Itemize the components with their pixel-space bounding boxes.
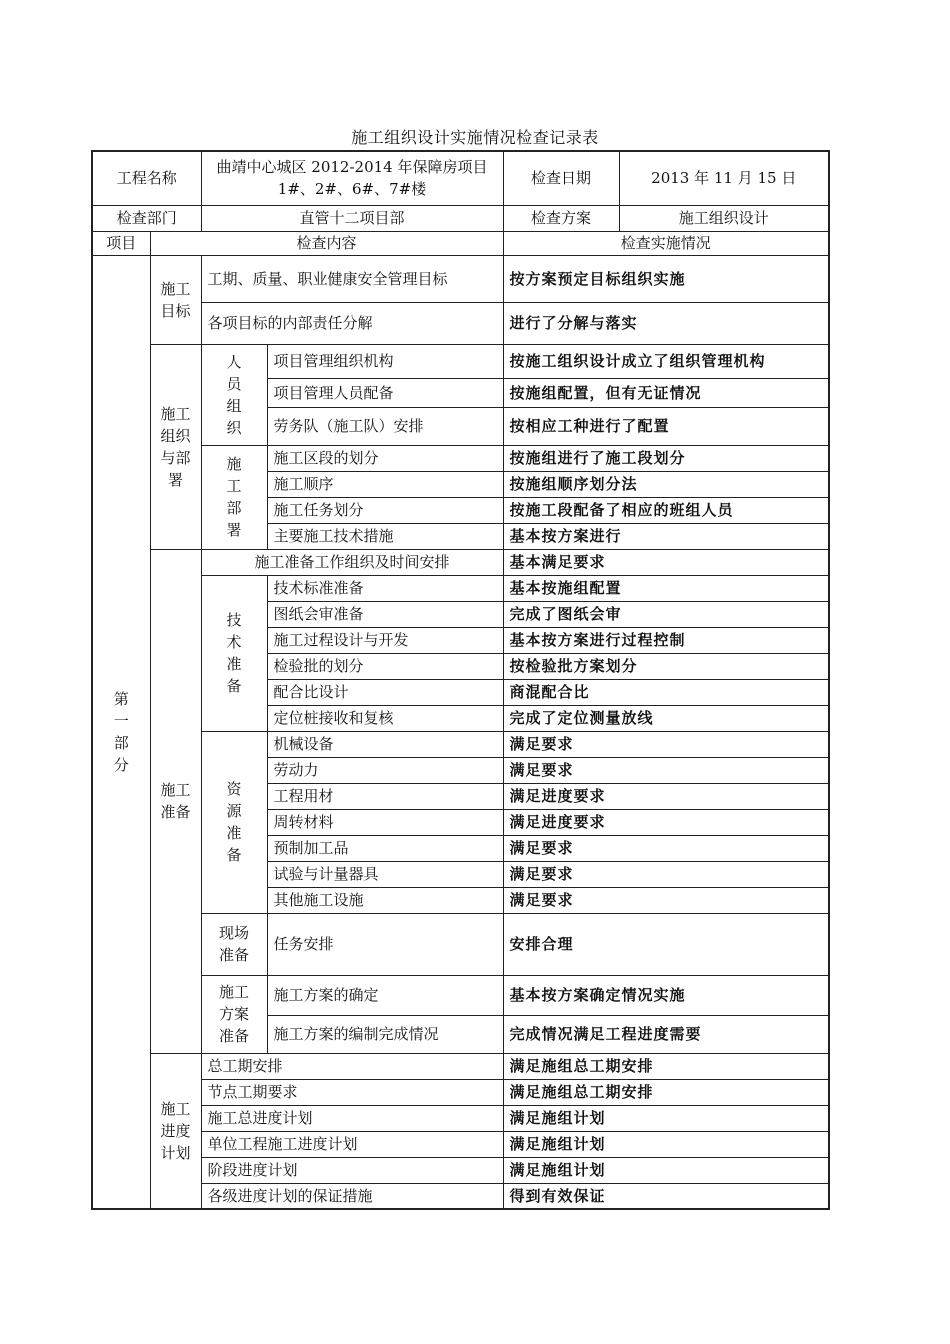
prep-section-label-text: 施工: [160, 781, 191, 799]
check-content: 图纸会审准备: [267, 601, 503, 627]
check-content: 工期、质量、职业健康安全管理目标: [201, 255, 503, 302]
deploy-subsection-label-text: 施: [226, 455, 242, 473]
document-title: 施工组织设计实施情况检查记录表: [351, 128, 599, 147]
schedule-section-label-text: 计划: [160, 1143, 191, 1162]
check-result: 基本按方案进行: [503, 523, 829, 549]
table-row: [92, 549, 829, 575]
check-content: 技术标准准备: [267, 575, 503, 601]
part-one-label-text: 部: [113, 733, 129, 752]
check-content: 施工任务划分: [267, 497, 503, 523]
check-date-label: 检查日期: [503, 151, 619, 205]
check-content: 主要施工技术措施: [267, 523, 503, 549]
check-result: 安排合理: [503, 913, 829, 975]
check-content: 其他施工设施: [267, 887, 503, 913]
personnel-subsection-label-text: 织: [226, 418, 242, 437]
project-name-line2: 1#、2#、6#、7#楼: [277, 180, 427, 199]
org-section-label-text: 施工: [160, 404, 191, 423]
check-result: 满足要求: [503, 731, 829, 757]
check-result: 完成了图纸会审: [503, 601, 829, 627]
site-subsection-label: [201, 913, 267, 975]
resource-subsection-label-text: 源: [226, 802, 242, 820]
resource-subsection-label: [201, 731, 267, 913]
check-result: 满足要求: [503, 757, 829, 783]
scheme-subsection-label: [201, 975, 267, 1053]
check-result: 满足要求: [503, 835, 829, 861]
personnel-subsection-label-text: 人: [226, 352, 242, 371]
scheme-subsection-label-text: 施工: [219, 983, 250, 1001]
part-one-label-text: 分: [113, 755, 129, 774]
plan-label: 检查方案: [503, 205, 619, 231]
check-content: 项目管理组织机构: [267, 344, 503, 378]
schedule-section-label: [150, 1053, 201, 1209]
schedule-section-label-text: 进度: [160, 1121, 191, 1140]
col-item-header: 项目: [92, 231, 150, 255]
table-row: [92, 1079, 829, 1105]
table-row: [92, 302, 829, 344]
check-content: 劳务队（施工队）安排: [267, 407, 503, 445]
check-result: 按施工段配备了相应的班组人员: [503, 497, 829, 523]
resource-subsection-label-text: 备: [226, 846, 242, 864]
project-name-line1: 曲靖中心城区 2012-2014 年保障房项目: [216, 158, 488, 177]
site-subsection-label-text: 现场: [219, 924, 250, 942]
org-section-label: [150, 344, 201, 549]
table-row: [92, 1053, 829, 1079]
check-result: 商混配合比: [503, 679, 829, 705]
check-result: 满足施组计划: [503, 1157, 829, 1183]
table-row: [92, 975, 829, 1015]
resource-subsection-label-text: 准: [226, 824, 242, 842]
org-section-label-text: 与部: [160, 448, 191, 467]
scheme-subsection-label-text: 准备: [219, 1027, 250, 1045]
part-one-label: [92, 255, 150, 1209]
prep-section-label: [150, 549, 201, 1053]
check-content: 配合比设计: [267, 679, 503, 705]
check-content: 预制加工品: [267, 835, 503, 861]
deploy-subsection-label-text: 工: [226, 477, 242, 495]
part-one-label-text: 第: [113, 689, 129, 708]
table-row: [92, 445, 829, 471]
table-row: [92, 913, 829, 975]
table-row: [92, 1131, 829, 1157]
check-result: 满足施组总工期安排: [503, 1053, 829, 1079]
dept-value: 直管十二项目部: [201, 205, 503, 231]
check-result: 完成情况满足工程进度需要: [503, 1015, 829, 1053]
check-result: 基本按施组配置: [503, 575, 829, 601]
check-content: 检验批的划分: [267, 653, 503, 679]
project-name-label: 工程名称: [92, 151, 201, 205]
schedule-section-label-text: 施工: [160, 1099, 191, 1118]
check-content: 劳动力: [267, 757, 503, 783]
check-result: 按相应工种进行了配置: [503, 407, 829, 445]
check-content: 各级进度计划的保证措施: [201, 1183, 503, 1209]
goal-section-label-text: 施工: [160, 279, 191, 298]
personnel-subsection-label-text: 员: [226, 374, 242, 393]
check-content: 周转材料: [267, 809, 503, 835]
deploy-subsection-label-text: 署: [226, 521, 242, 539]
check-content: 施工顺序: [267, 471, 503, 497]
check-content: 单位工程施工进度计划: [201, 1131, 503, 1157]
check-result: 按施组配置，但有无证情况: [503, 378, 829, 407]
check-result: 按施组进行了施工段划分: [503, 445, 829, 471]
tech-subsection-label-text: 准: [226, 655, 242, 673]
check-content: 施工方案的编制完成情况: [267, 1015, 503, 1053]
check-result: 按施工组织设计成立了组织管理机构: [503, 344, 829, 378]
check-result: 按方案预定目标组织实施: [503, 255, 829, 302]
table-row: [92, 344, 829, 378]
tech-subsection-label: [201, 575, 267, 731]
goal-section-label: [150, 255, 201, 344]
table-row: [92, 255, 829, 302]
table-row: [92, 1157, 829, 1183]
check-content: 定位桩接收和复核: [267, 705, 503, 731]
check-result: 完成了定位测量放线: [503, 705, 829, 731]
check-result: 得到有效保证: [503, 1183, 829, 1209]
check-content: 阶段进度计划: [201, 1157, 503, 1183]
check-content: 任务安排: [267, 913, 503, 975]
check-content: 试验与计量器具: [267, 861, 503, 887]
site-subsection-label-text: 准备: [219, 946, 250, 964]
check-content: 工程用材: [267, 783, 503, 809]
check-content: 施工方案的确定: [267, 975, 503, 1015]
col-content-header: 检查内容: [150, 231, 503, 255]
check-result: 基本按方案进行过程控制: [503, 627, 829, 653]
check-result: 基本满足要求: [503, 549, 829, 575]
personnel-subsection-label-text: 组: [226, 396, 242, 415]
header-row-dept: [92, 205, 829, 231]
project-name-value: [201, 151, 503, 205]
personnel-subsection-label: [201, 344, 267, 445]
check-result: 满足进度要求: [503, 783, 829, 809]
goal-section-label-text: 目标: [160, 301, 191, 320]
check-result: 满足要求: [503, 861, 829, 887]
tech-subsection-label-text: 备: [226, 677, 242, 695]
check-result: 按检验批方案划分: [503, 653, 829, 679]
prep-section-label-text: 准备: [160, 803, 191, 821]
deploy-subsection-label-text: 部: [226, 499, 242, 517]
check-result: 满足施组计划: [503, 1131, 829, 1157]
check-content: 项目管理人员配备: [267, 378, 503, 407]
check-content: 施工区段的划分: [267, 445, 503, 471]
part-one-label-text: 一: [113, 711, 129, 730]
check-content: 施工过程设计与开发: [267, 627, 503, 653]
table-row: [92, 575, 829, 601]
plan-value: 施工组织设计: [619, 205, 829, 231]
table-row: [92, 1183, 829, 1209]
check-content: 各项目标的内部责任分解: [201, 302, 503, 344]
check-result: 满足要求: [503, 887, 829, 913]
check-content: 施工总进度计划: [201, 1105, 503, 1131]
dept-label: 检查部门: [92, 205, 201, 231]
resource-subsection-label-text: 资: [226, 780, 242, 798]
check-content: 机械设备: [267, 731, 503, 757]
check-result: 满足进度要求: [503, 809, 829, 835]
header-row-project: [92, 151, 829, 205]
header-row-columns: [92, 231, 829, 255]
check-date-value: 2013 年 11 月 15 日: [619, 151, 829, 205]
check-content: 施工准备工作组织及时间安排: [201, 549, 503, 575]
tech-subsection-label-text: 技: [226, 611, 242, 629]
scheme-subsection-label-text: 方案: [219, 1005, 250, 1023]
deploy-subsection-label: [201, 445, 267, 549]
inspection-record-table: [91, 150, 830, 1210]
check-result: 基本按方案确定情况实施: [503, 975, 829, 1015]
check-result: 满足施组总工期安排: [503, 1079, 829, 1105]
tech-subsection-label-text: 术: [226, 633, 242, 651]
check-result: 按施组顺序划分法: [503, 471, 829, 497]
org-section-label-text: 组织: [160, 426, 191, 445]
table-row: [92, 1105, 829, 1131]
check-content: 节点工期要求: [201, 1079, 503, 1105]
col-result-header: 检查实施情况: [503, 231, 829, 255]
check-result: 进行了分解与落实: [503, 302, 829, 344]
check-result: 满足施组计划: [503, 1105, 829, 1131]
org-section-label-text: 署: [168, 470, 184, 489]
table-row: [92, 731, 829, 757]
check-content: 总工期安排: [201, 1053, 503, 1079]
